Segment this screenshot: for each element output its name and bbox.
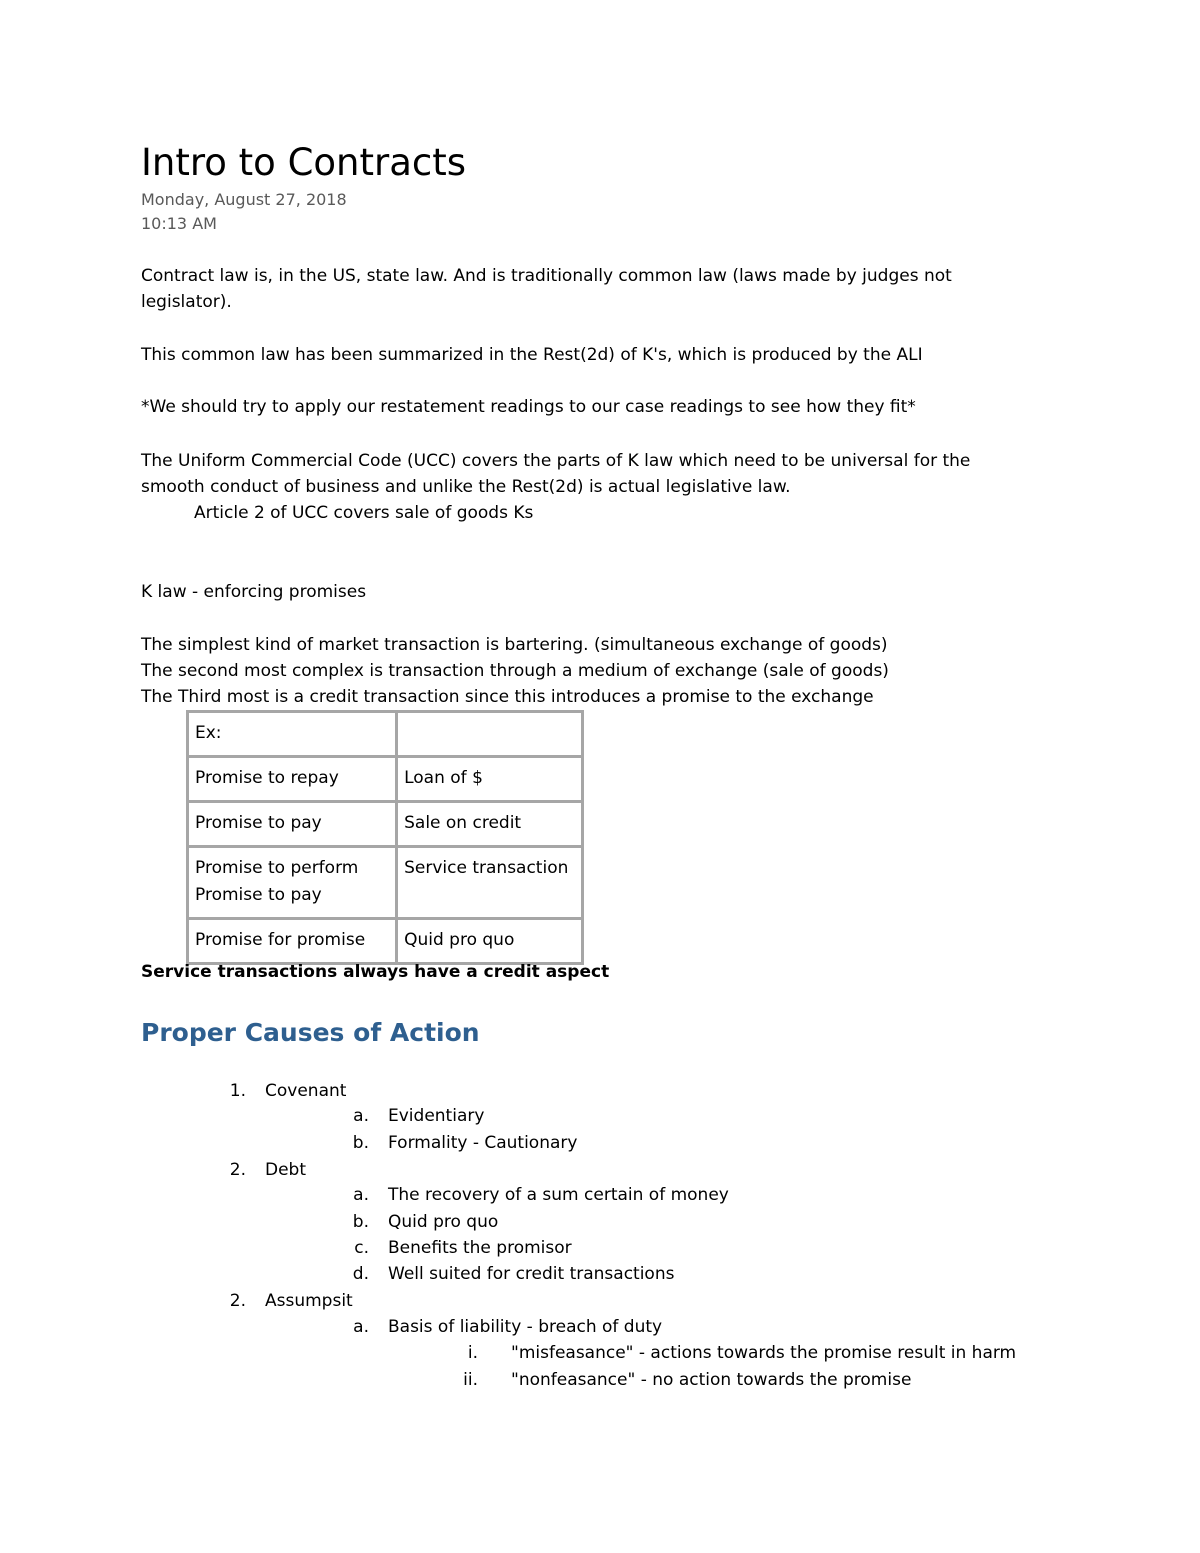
list-letter: b. xyxy=(352,1212,369,1232)
list-number: 2. xyxy=(229,1160,246,1180)
table-row xyxy=(188,919,583,964)
table-row xyxy=(188,847,583,919)
list-letter: a. xyxy=(353,1317,369,1337)
table-row xyxy=(188,802,583,847)
list-letter: c. xyxy=(354,1238,369,1258)
table-cell: Promise to pay xyxy=(188,802,397,847)
paragraph-line: smooth conduct of business and unlike the Rest(2d) is actual legislative law. xyxy=(141,477,791,497)
list-item: "misfeasance" - actions towards the promise result in harm xyxy=(511,1343,1017,1363)
paragraph-line: The simplest kind of market transaction is bartering. (simultaneous exchange of goods) xyxy=(141,635,888,655)
list-item: "nonfeasance" - no action towards the promise xyxy=(511,1370,912,1390)
list-roman: i. xyxy=(467,1343,478,1363)
paragraph-line: legislator). xyxy=(141,292,232,312)
list-letter: b. xyxy=(352,1133,369,1153)
paragraph: K law - enforcing promises xyxy=(141,582,367,602)
indented-paragraph: Article 2 of UCC covers sale of goods Ks xyxy=(194,503,534,523)
list-letter: a. xyxy=(353,1185,369,1205)
table-cell: Quid pro quo xyxy=(397,919,583,964)
list-item: The recovery of a sum certain of money xyxy=(388,1185,729,1205)
table-cell: Loan of $ xyxy=(397,757,583,802)
paragraph-line: The Third most is a credit transaction since this introduces a promise to the exchange xyxy=(141,687,874,707)
paragraph: This common law has been summarized in the Rest(2d) of K's, which is produced by the ALI xyxy=(141,345,923,365)
note-date: Monday, August 27, 2018 xyxy=(141,190,347,209)
page-title: Intro to Contracts xyxy=(141,141,467,184)
table-row xyxy=(188,757,583,802)
table-cell: Promise for promise xyxy=(188,919,397,964)
note-time: 10:13 AM xyxy=(141,214,217,233)
table-row xyxy=(188,712,583,757)
list-letter: a. xyxy=(353,1106,369,1126)
paragraph-line: Contract law is, in the US, state law. And is traditionally common law (laws made by judges not xyxy=(141,266,952,286)
paragraph-line: The second most complex is transaction through a medium of exchange (sale of goods) xyxy=(141,661,889,681)
list-item: Well suited for credit transactions xyxy=(388,1264,675,1284)
list-item: Benefits the promisor xyxy=(388,1238,572,1258)
table-cell: Sale on credit xyxy=(397,802,583,847)
list-item: Quid pro quo xyxy=(388,1212,499,1232)
list-item: Assumpsit xyxy=(265,1291,353,1311)
list-item: Basis of liability - breach of duty xyxy=(388,1317,663,1337)
table-cell: Promise to perform Promise to pay xyxy=(188,847,397,919)
list-number: 2. xyxy=(229,1291,246,1311)
list-number: 1. xyxy=(229,1081,246,1101)
list-item: Debt xyxy=(265,1160,307,1180)
table-cell xyxy=(397,712,583,757)
list-item: Covenant xyxy=(265,1081,347,1101)
paragraph: *We should try to apply our restatement readings to our case readings to see how they fit* xyxy=(141,397,916,417)
paragraph-line: The Uniform Commercial Code (UCC) covers the parts of K law which need to be universal for the xyxy=(141,451,971,471)
list-roman: ii. xyxy=(463,1370,478,1390)
bold-note: Service transactions always have a credit aspect xyxy=(141,962,610,982)
examples-table xyxy=(186,710,584,965)
list-letter: d. xyxy=(352,1264,369,1284)
table-cell: Promise to repay xyxy=(188,757,397,802)
table-cell: Service transaction xyxy=(397,847,583,919)
list-item: Evidentiary xyxy=(388,1106,485,1126)
list-item: Formality - Cautionary xyxy=(388,1133,578,1153)
section-heading: Proper Causes of Action xyxy=(141,1018,480,1047)
table-cell: Ex: xyxy=(188,712,397,757)
